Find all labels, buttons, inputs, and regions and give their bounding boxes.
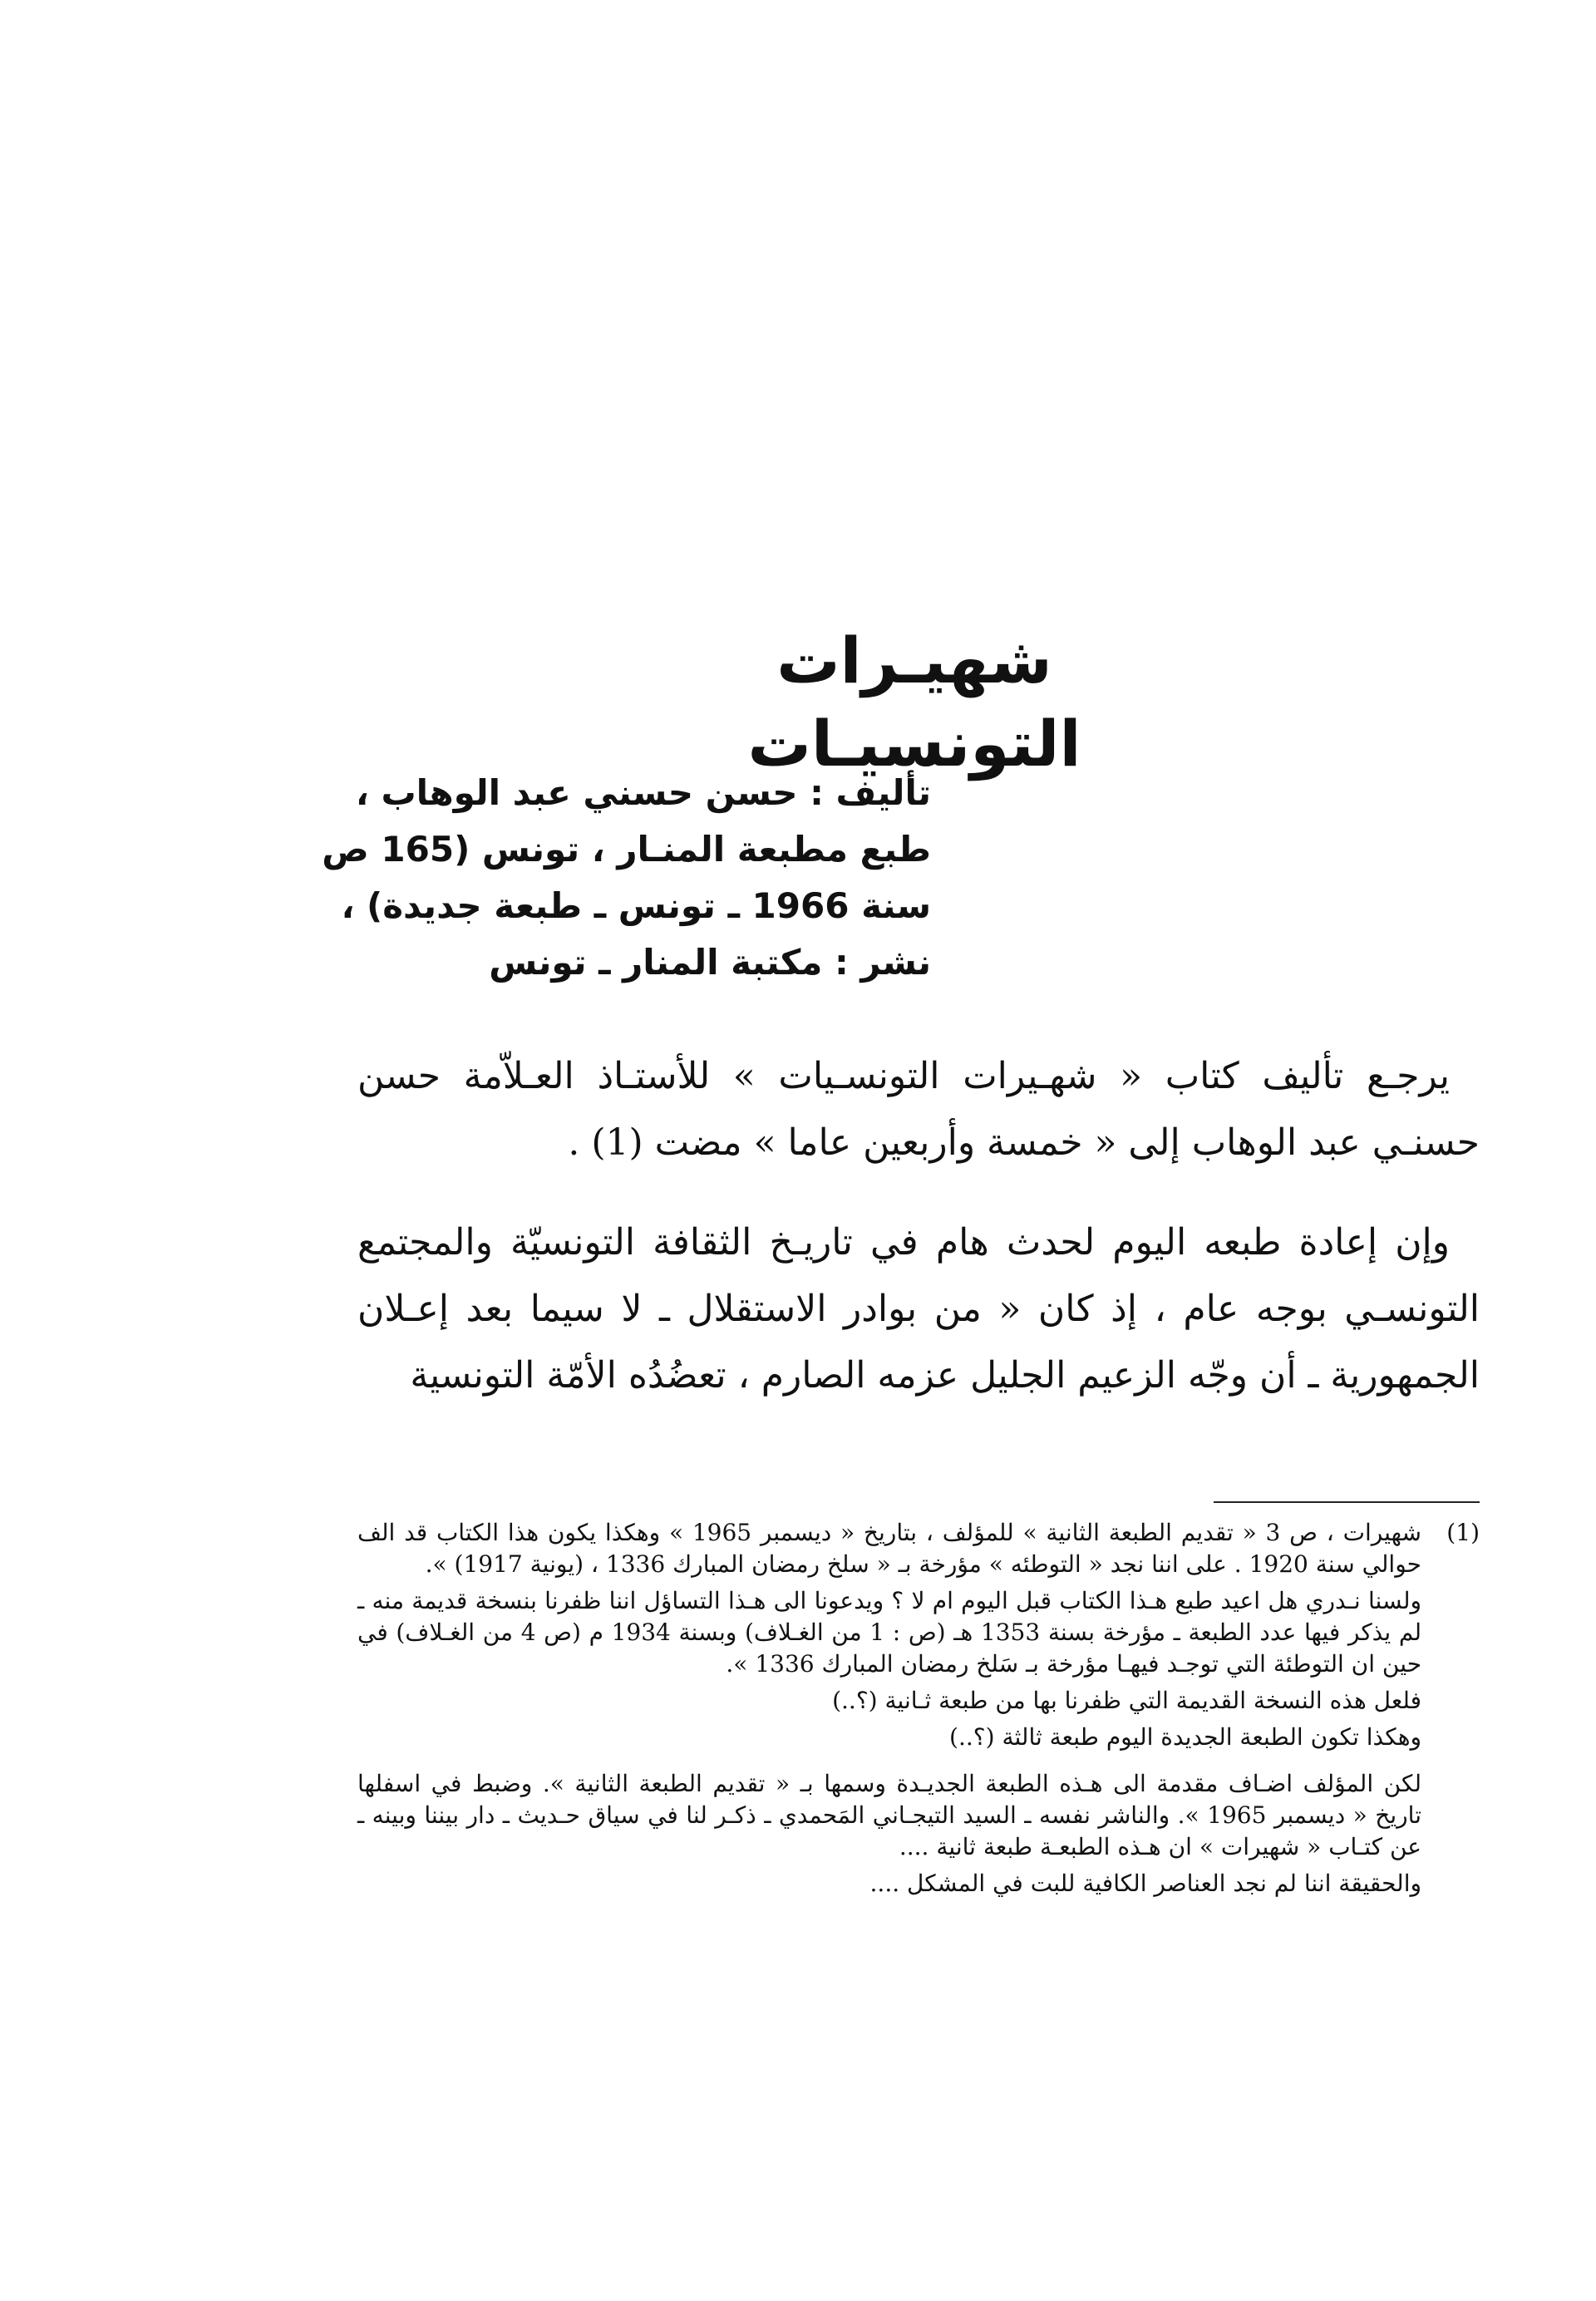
footnote-separator <box>1214 1501 1480 1503</box>
bibliography-block <box>322 765 931 991</box>
body-paragraph: وإن إعادة طبعه اليوم لحدث هام في تاريـخ الثقافة التونسيّة والمجتمع التونسـي بوجه عام ، إذ كان « من بوادر الاستقلال ـ لا سيما بعد إعـلان الجمهورية ـ أن وجّه الزعيم الجليل عزمه الصارم ، تعضُدُه الأمّة التونسية <box>357 1221 1480 1397</box>
body-paragraph: يرجـع تأليف كتاب « شهـيرات التونسـيات » للأستـاذ العـلاّمة حسن حسنـي عبد الوهاب إلى « خمسة وأربعين عاما » مضت (1) . <box>357 1055 1480 1164</box>
bibliography-line-year: سنة 1966 ـ تونس ـ طبعة جديدة) ، <box>341 885 931 926</box>
footnote-paragraph: ولسنا نـدري هل اعيد طبع هـذا الكتاب قبل اليوم ام لا ؟ ويدعونا الى هـذا التساؤل اننا ظفرنا بنسخة قديمة منه ـ لم يذكر فيها عدد الطبعة ـ مؤرخة بسنة 1353 هـ (ص : 1 من الغـلاف) وبسنة 1934 م (ص 4 من الغـلاف) في حين ان التوطئة التي توجـد فيهـا مؤرخة بـ سَلخ رمضان المبارك 1336 ». <box>357 1587 1421 1678</box>
page-title: شهيـرات التونسيـات <box>747 623 1081 781</box>
footnote-paragraph: والحقيقة اننا لم نجد العناصر الكافية للبت في المشكل .... <box>869 1870 1421 1897</box>
footnote-paragraph: لكن المؤلف اضـاف مقدمة الى هـذه الطبعة الجديـدة وسمها بـ « تقديم الطبعة الثانية ». وضبط في اسفلها تاريخ « ديسمبر 1965 ». والناشر نفسه ـ السيد التيجـاني المَحمدي ـ ذكـر لنا في سياق حـديث ـ دار بيننا وبينه ـ عن كتـاب « شهيرات » ان هـذه الطبعـة طبعة ثانية .... <box>357 1770 1421 1860</box>
bibliography-line-printer: طبع مطبعة المنـار ، تونس (165 ص <box>322 829 931 870</box>
footnote-paragraph: شهيرات ، ص 3 « تقديم الطبعة الثانية » للمؤلف ، بتاريخ « ديسمبر 1965 » وهكذا يكون هذا الكتاب قد الف حوالي سنة 1920 . على اننا نجد « التوطئه » مؤرخة بـ « سلخ رمضان المبارك 1336 ، (يونية 1917) ». <box>357 1519 1421 1578</box>
footnote-paragraph: وهكذا تكون الطبعة الجديدة اليوم طبعة ثالثة (؟..) <box>949 1723 1421 1751</box>
main-text <box>357 1043 1480 1442</box>
bibliography-line-author: تأليف : حسن حسني عبد الوهاب ، <box>355 772 931 813</box>
footnote-paragraph: فلعل هذه النسخة القديمة التي ظفرنا بها من طبعة ثـانية (؟..) <box>832 1687 1421 1714</box>
footnote-number: (1) <box>1446 1519 1480 1546</box>
footnote-block <box>357 1517 1480 1904</box>
footnote-body <box>357 1517 1421 1899</box>
bibliography-line-publisher: نشر : مكتبة المنار ـ تونس <box>489 942 931 983</box>
